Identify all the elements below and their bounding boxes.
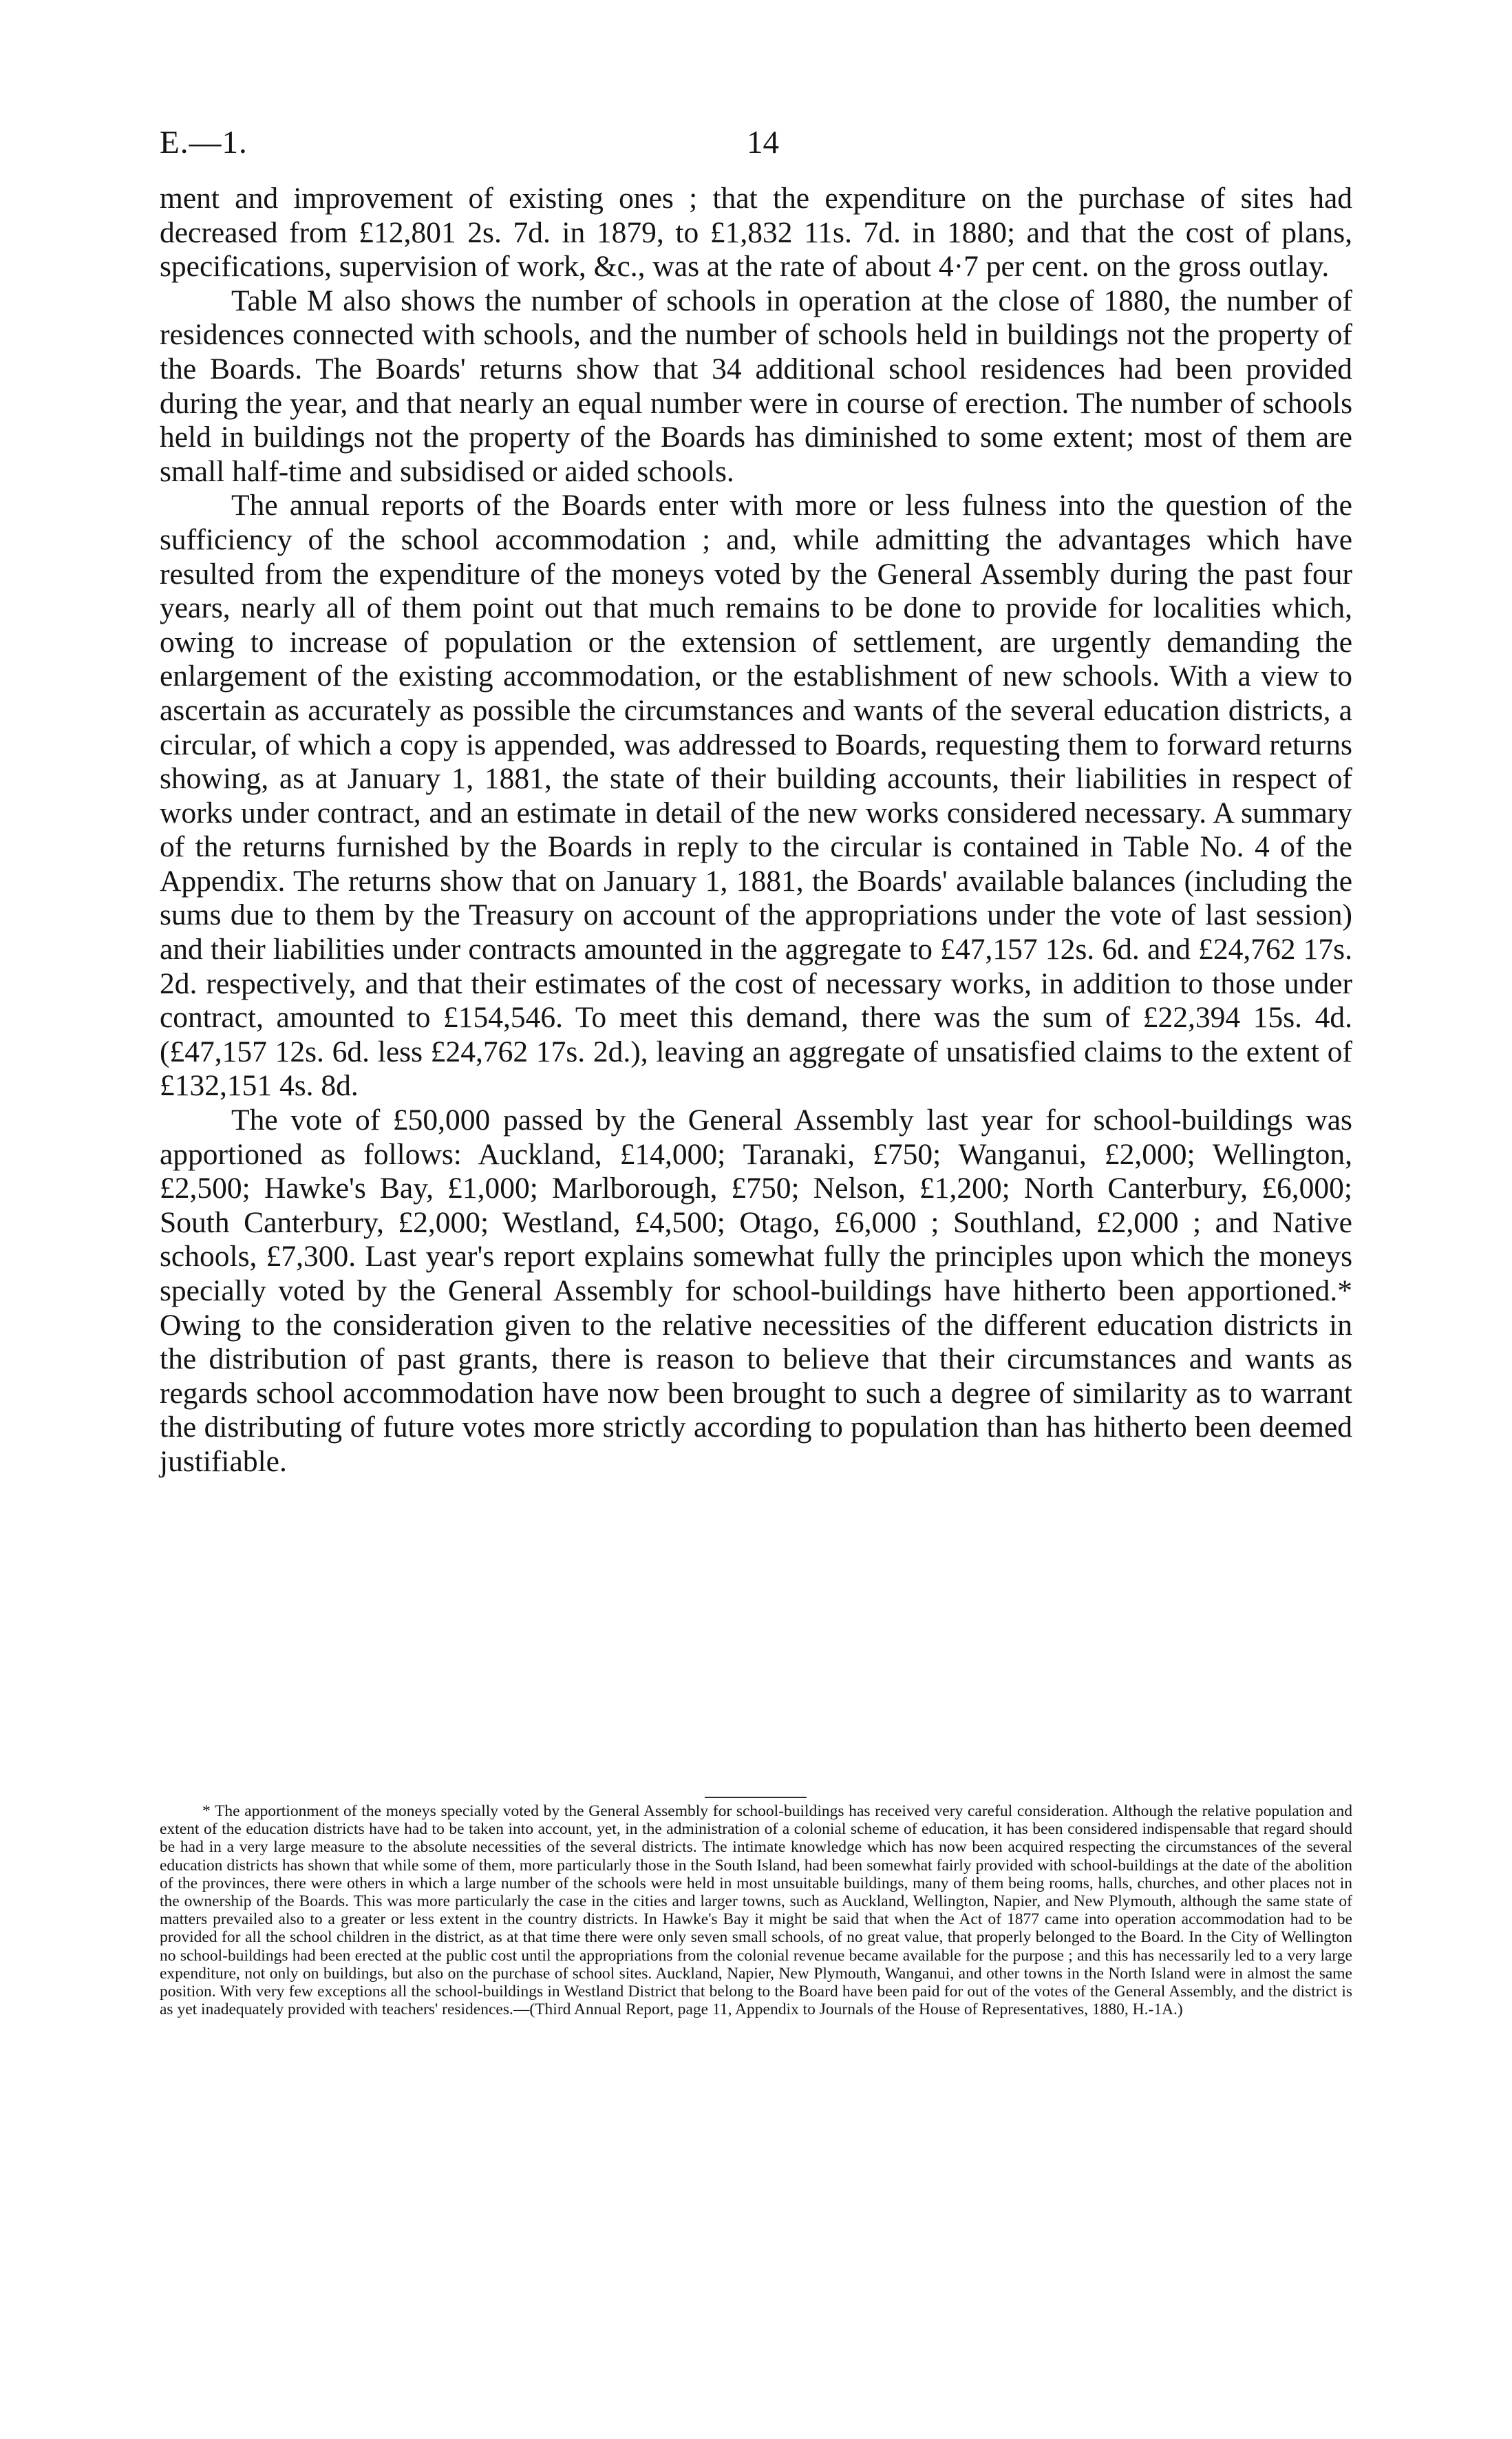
paragraph-vote-apportionment: The vote of £50,000 passed by the General Assembly last year for school-buildings was apportioned as follows: Auckland, £14,000; Taranaki, £750; Wanganui, £2,000; Wellington, £2,500; Hawke's Bay, £1,000; Marlborough, £750; Nelson, £1,200; North Canterbury, £6,000; South Canterbury, £2,000; Westland, £4,500; Otago, £6,000 ; Southland, £2,000 ; and Native schools, £7,300. Last year's report explains somewhat fully the principles upon which the moneys specially voted by the General Assembly for school-buildings have hitherto been apportioned.* Owing to the consideration given to the relative necessities of the different education districts in the distribution of past grants, there is reason to believe that their circumstances and wants as regards school accommodation have now been brought to such a degree of similarity as to warrant the distributing of future votes more strictly according to population than has hitherto been deemed justifiable. xyxy=(160,1104,1352,1478)
document-reference: E.—1. xyxy=(160,125,248,160)
paragraph-continuation: ment and improvement of existing ones ; that the expenditure on the purchase of sites had decreased from £12,801 2s. 7d. in 1879, to £1,832 11s. 7d. in 1880; and that the cost of plans, specifications, supervision of work, &c., was at the rate of about 4·7 per cent. on the gross outlay. xyxy=(160,182,1352,284)
paragraph-table-m: Table M also shows the number of schools in operation at the close of 1880, the number of residences connected with schools, and the number of schools held in buildings not the property of the Boards. The Boards' returns show that 34 additional school residences had been provided during the year, and that nearly an equal number were in course of erection. The number of schools held in buildings not the property of the Boards has diminished to some extent; most of them are small half-time and subsidised or aided schools. xyxy=(160,284,1352,488)
body-text xyxy=(160,182,1352,1479)
page-header xyxy=(160,124,1352,165)
footnote-text: * The apportionment of the moneys specially voted by the General Assembly for school-buildings has received very careful consideration. Although the relative population and extent of the education districts have had to be taken into account, yet, in the administration of a colonial scheme of education, it has been considered indispensable that regard should be had in a very large measure to the absolute necessities of the several districts. The intimate knowledge which has now been acquired respecting the circumstances of the several education districts has shown that while some of them, more particularly those in the South Island, had been somewhat fairly provided with school-buildings at the date of the abolition of the provinces, there were others in which a large number of the schools were held in most unsuitable buildings, many of them being rooms, halls, churches, and other places not in the ownership of the Boards. This was more particularly the case in the cities and larger towns, such as Auckland, Wellington, Napier, and New Plymouth, although the same state of matters prevailed also to a greater or less extent in the country districts. In Hawke's Bay it might be said that when the Act of 1877 came into operation accommodation had to be provided for all the school children in the district, as at that time there were only seven small schools, of no great value, that properly belonged to the Board. In the City of Wellington no school-buildings had been erected at the public cost until the appropriations from the colonial revenue became available for the purpose ; and this has necessarily led to a very large expenditure, not only on buildings, but also on the purchase of school sites. Auckland, Napier, New Plymouth, Wanganui, and other towns in the North Island were in almost the same position. With very few exceptions all the school-buildings in Westland District that belong to the Board have been paid for out of the votes of the General Assembly, and the district is as yet inadequately provided with teachers' residences.—(Third Annual Report, page 11, Appendix to Journals of the House of Representatives, 1880, H.-1A.) xyxy=(160,1802,1352,2019)
footnote-divider xyxy=(705,1797,807,1798)
paragraph-annual-reports: The annual reports of the Boards enter with more or less fulness into the question of the sufficiency of the school accommodation ; and, while admitting the advantages which have resulted from the expenditure of the moneys voted by the General Assembly during the past four years, nearly all of them point out that much remains to be done to provide for localities which, owing to increase of population or the extension of settlement, are urgently demanding the enlargement of the existing accommodation, or the establishment of new schools. With a view to ascertain as accurately as possible the circumstances and wants of the several education districts, a circular, of which a copy is appended, was addressed to Boards, requesting them to forward returns showing, as at January 1, 1881, the state of their building accounts, their liabilities in respect of works under contract, and an estimate in detail of the new works considered necessary. A summary of the returns furnished by the Boards in reply to the circular is contained in Table No. 4 of the Appendix. The returns show that on January 1, 1881, the Boards' available balances (including the sums due to them by the Treasury on account of the appropriations under the vote of last session) and their liabilities under contracts amounted in the aggregate to £47,157 12s. 6d. and £24,762 17s. 2d. respectively, and that their estimates of the cost of necessary works, in addition to those under contract, amounted to £154,546. To meet this demand, there was the sum of £22,394 15s. 4d. (£47,157 12s. 6d. less £24,762 17s. 2d.), leaving an aggregate of unsatisfied claims to the extent of £132,151 4s. 8d. xyxy=(160,489,1352,1103)
page-number: 14 xyxy=(747,125,779,160)
footnote xyxy=(160,1802,1352,2018)
